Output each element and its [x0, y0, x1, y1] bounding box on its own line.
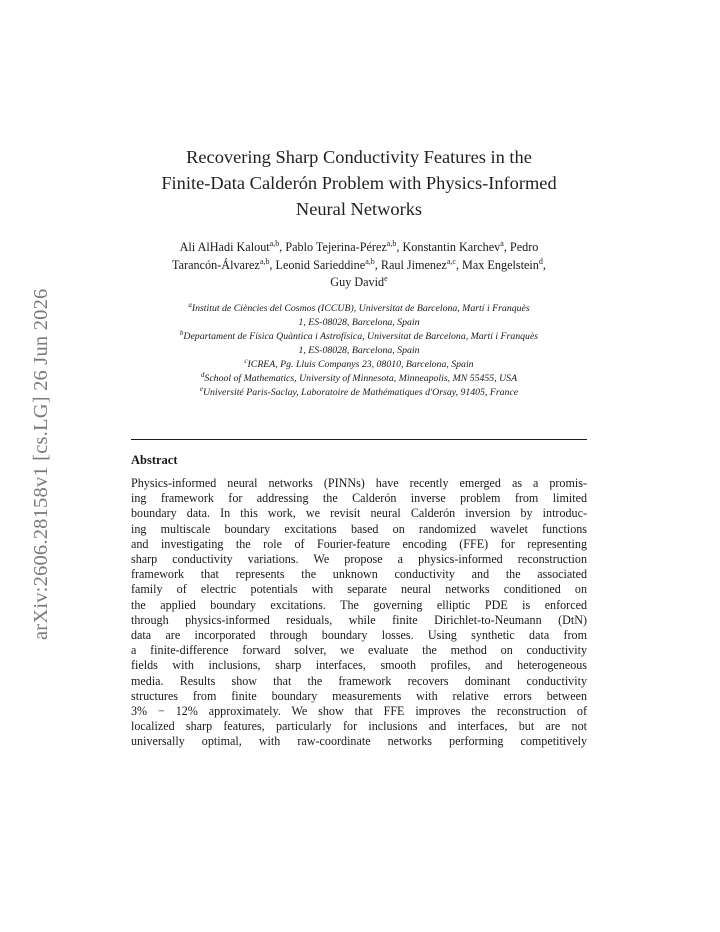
author-name: Konstantin Karchev [402, 240, 501, 254]
author-name: Tarancón-Álvarez [172, 257, 260, 272]
affiliation-mark: e [384, 274, 388, 283]
affiliation-mark: a [188, 301, 192, 309]
affiliation-line: 1, ES-08028, Barcelona, Spain [298, 345, 420, 356]
abstract-line: fields with inclusions, sharp interfaces, smooth profiles, and heterogeneous [131, 658, 587, 673]
affiliation-mark: a,b [259, 256, 270, 266]
author-name: Ali AlHadi Kalout [179, 240, 270, 254]
arxiv-identifier-stamp: arXiv:2606.28158v1 [cs.LG] 26 Jun 2026 [30, 288, 52, 640]
affiliation-line: $^b$Departament de Física Quàntica i Astrofísica, Universitat de Barcelona, Martí i Franquès [179, 329, 539, 342]
author-name: Max Engelstein [462, 257, 539, 272]
author-name: Pablo Tejerina-Pérez [285, 240, 387, 254]
paper-title [130, 144, 588, 222]
affiliation-mark: d [200, 371, 205, 379]
abstract-line: boundary data. In this work, we revisit neural Calderón inversion by introduc- [131, 506, 587, 521]
abstract-line: media. Results show that the framework recovers dominant conductivity [131, 673, 587, 688]
affiliation-line: 1, ES-08028, Barcelona, Spain [298, 317, 420, 328]
affiliation-mark: a,b [386, 239, 397, 248]
abstract-line: sharp conductivity variations. We propose a physics-informed reconstruction [131, 552, 587, 567]
abstract-line: ing framework for addressing the Calderón inverse problem from limited [131, 491, 587, 506]
author-line [124, 274, 594, 292]
affiliation-mark: b [179, 329, 184, 337]
author-list [124, 239, 594, 292]
affiliation-line: $^a$Institut de Ciències del Cosmos (ICCUB), Universitat de Barcelona, Martí i Franquès [188, 301, 530, 314]
abstract-line: localized sharp features, particularly for inclusions and interfaces, but are not [131, 719, 587, 734]
title-line: Recovering Sharp Conductivity Features in the [186, 147, 532, 167]
affiliation-line: $^c$ICREA, Pg. Lluis Companys 23, 08010, Barcelona, Spain [244, 357, 474, 370]
abstract-line: and investigating the role of Fourier-feature encoding (FFE) for representing [131, 536, 587, 551]
author-name: Leonid Sarieddine [275, 257, 366, 272]
affiliation-mark: a,b [269, 239, 280, 248]
section-divider [131, 439, 587, 440]
affiliation-mark: d [538, 256, 543, 266]
affiliation-line: $^d$School of Mathematics, University of Minnesota, Minneapolis, MN 55455, USA [200, 371, 518, 384]
affiliation-mark: a,c [446, 256, 456, 266]
title-line: Neural Networks [295, 199, 423, 219]
abstract-line: universally optimal, with raw-coordinate networks performing competitively [131, 734, 587, 749]
affiliation-list [124, 302, 594, 400]
abstract-line: the applied boundary excitations. The governing elliptic PDE is enforced [131, 597, 587, 612]
abstract-line: Physics-informed neural networks (PINNs) have recently emerged as a promis- [131, 476, 587, 490]
affiliation-line: $^e$Université Paris-Saclay, Laboratoire de Mathématiques d'Orsay, 91405, France [199, 385, 519, 398]
affiliation-mark: c [244, 357, 248, 365]
author-line: Ali AlHadi Kalout$^{a,b}$, Pablo Tejerina-Pérez$^{a,b}$, Konstantin Karchev$^a$, Pedro [179, 239, 539, 254]
affiliation-mark: a [500, 239, 504, 248]
abstract-line: data are incorporated through boundary losses. Using synthetic data from [131, 628, 587, 643]
author-line: Tarancón-Álvarez$^{a,b}$, Leonid Sarieddine$^{a,b}$, Raul Jimenez$^{a,c}$, Max Engelstein$^d$, [172, 256, 546, 272]
affiliation-mark: a,b [365, 256, 375, 266]
title-line: Finite-Data Calderón Problem with Physics-Informed [161, 173, 557, 193]
abstract-body [131, 476, 587, 750]
author-name: Raul Jimenez [380, 257, 447, 272]
abstract-line: a finite-difference forward solver, we evaluate the method on conductivity [131, 643, 587, 658]
abstract-line: through physics-informed residuals, while finite Dirichlet-to-Neumann (DtN) [131, 612, 587, 627]
abstract-line: ing multiscale boundary excitations based on randomized wavelet functions [131, 521, 587, 536]
affiliation-mark: e [199, 385, 203, 393]
abstract-line: family of electric potentials with separate neural networks conditioned on [131, 582, 587, 597]
abstract-line: 3% − 12% approximately. We show that FFE improves the reconstruction of [131, 704, 587, 719]
abstract-line: framework that represents the unknown conductivity and the associated [131, 567, 587, 582]
abstract-line: structures from finite boundary measurements with relative errors between [131, 688, 587, 703]
abstract-heading: Abstract [131, 453, 178, 467]
author-name: Guy David [330, 275, 385, 289]
